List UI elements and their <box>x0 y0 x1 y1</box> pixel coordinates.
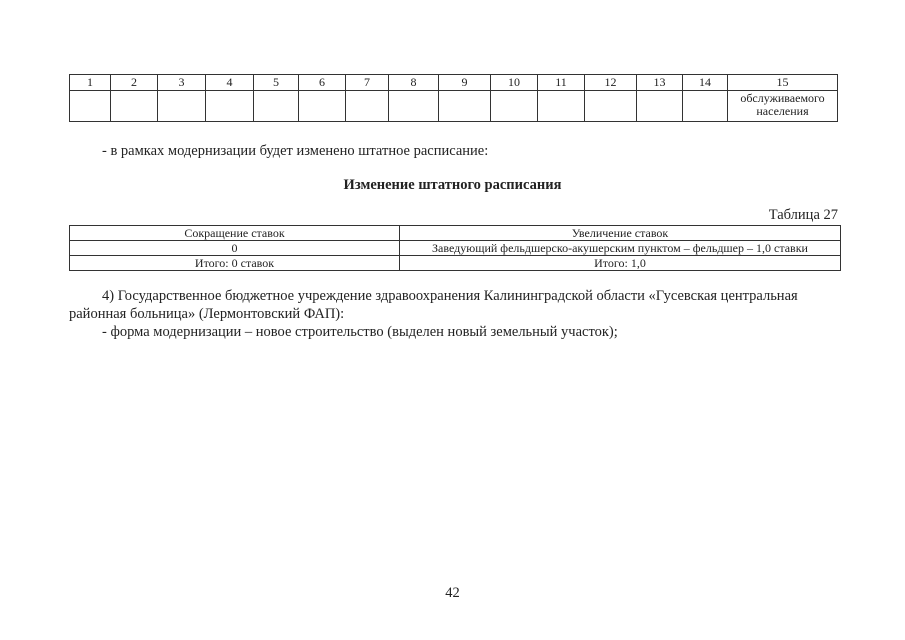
header-reduction: Сокращение ставок <box>70 226 400 241</box>
table-cell <box>299 91 346 122</box>
column-number: 1 <box>70 75 111 91</box>
column-number: 15 <box>728 75 838 91</box>
table-cell <box>585 91 637 122</box>
table-cell: Итого: 1,0 <box>400 256 841 271</box>
column-number: 2 <box>111 75 158 91</box>
header-increase: Увеличение ставок <box>400 226 841 241</box>
table-caption: Таблица 27 <box>768 207 838 223</box>
table-cell <box>206 91 254 122</box>
table-cell <box>683 91 728 122</box>
column-number: 9 <box>439 75 491 91</box>
column-number: 14 <box>683 75 728 91</box>
modernization-form-note: - форма модернизации – новое строительство (выделен новый земельный участок); <box>102 324 618 340</box>
section-heading: Изменение штатного расписания <box>343 177 562 193</box>
staff-schedule-table <box>69 225 841 271</box>
column-number: 5 <box>254 75 299 91</box>
column-number: 13 <box>637 75 683 91</box>
column-number: 8 <box>389 75 439 91</box>
table-cell: Заведующий фельдшерско-акушерским пунктом – фельдшер – 1,0 ставки <box>400 241 841 256</box>
column-number: 3 <box>158 75 206 91</box>
table-total-row <box>70 256 841 271</box>
table-cell: Итого: 0 ставок <box>70 256 400 271</box>
column-number: 12 <box>585 75 637 91</box>
table-cell <box>254 91 299 122</box>
table-header-row <box>70 226 841 241</box>
column-number: 6 <box>299 75 346 91</box>
page-number: 42 <box>445 585 460 601</box>
table-cell: 0 <box>70 241 400 256</box>
table-cell <box>346 91 389 122</box>
table-cell <box>111 91 158 122</box>
column-number: 11 <box>538 75 585 91</box>
table-row <box>70 241 841 256</box>
table-cell <box>491 91 538 122</box>
table-cell <box>439 91 491 122</box>
table-cell <box>70 91 111 122</box>
table-cell <box>538 91 585 122</box>
organization-paragraph: 4) Государственное бюджетное учреждение здравоохранения Калининградской области «Гусевская центральная районная больница» (Лермонтовский ФАП): <box>69 288 798 322</box>
modernization-note: - в рамках модернизации будет изменено штатное расписание: <box>102 143 489 159</box>
continuation-table <box>69 74 838 122</box>
table-cell <box>637 91 683 122</box>
column-number: 4 <box>206 75 254 91</box>
column-number-row <box>70 75 838 91</box>
table-row <box>70 91 838 122</box>
table-cell <box>158 91 206 122</box>
column-number: 7 <box>346 75 389 91</box>
served-population-cell: обслуживаемого населения <box>728 91 838 122</box>
column-number: 10 <box>491 75 538 91</box>
table-cell <box>389 91 439 122</box>
